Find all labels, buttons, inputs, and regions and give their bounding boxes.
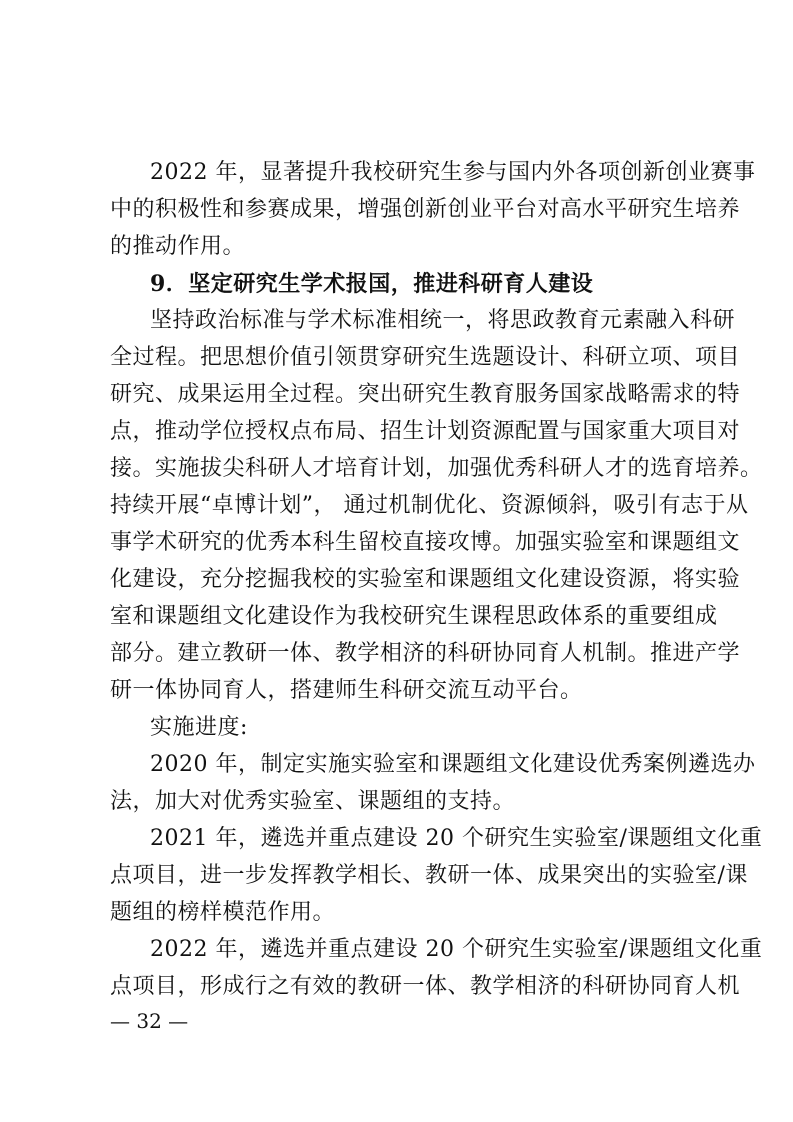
- paragraph-line: 中的积极性和参赛成果，增强创新创业平台对高水平研究生培养: [110, 197, 741, 222]
- paragraph-line: 点项目，形成行之有效的教研一体、教学相济的科研协同育人机: [110, 974, 741, 999]
- progress-label: 实施进度:: [150, 715, 248, 740]
- paragraph-line: 化建设，充分挖掘我校的实验室和课题组文化建设资源，将实验: [110, 567, 741, 592]
- paragraph-line: 法，加大对优秀实验室、课题组的支持。: [110, 789, 516, 814]
- paragraph-line: 研一体协同育人，搭建师生科研交流互动平台。: [110, 678, 583, 703]
- paragraph-line: 2020 年，制定实施实验室和课题组文化建设优秀案例遴选办: [150, 752, 756, 777]
- paragraph-line: 的推动作用。: [110, 234, 246, 259]
- paragraph-line: 2022 年，显著提升我校研究生参与国内外各项创新创业赛事: [150, 160, 756, 185]
- paragraph-line: 持续开展“卓博计划”， 通过机制优化、资源倾斜，吸引有志于从: [110, 493, 749, 518]
- paragraph-line: 部分。建立教研一体、教学相济的科研协同育人机制。推进产学: [110, 641, 741, 666]
- paragraph-line: 点，推动学位授权点布局、招生计划资源配置与国家重大项目对: [110, 419, 741, 444]
- paragraph-line: 研究、成果运用全过程。突出研究生教育服务国家战略需求的特: [110, 382, 741, 407]
- paragraph-line: 题组的榜样模范作用。: [110, 900, 336, 925]
- paragraph-line: 点项目，进一步发挥教学相长、教研一体、成果突出的实验室/课: [110, 863, 748, 888]
- paragraph-line: 全过程。把思想价值引领贯穿研究生选题设计、科研立项、项目: [110, 345, 741, 370]
- paragraph-line: 事学术研究的优秀本科生留校直接攻博。加强实验室和课题组文: [110, 530, 741, 555]
- paragraph-line: 2021 年，遴选并重点建设 20 个研究生实验室/课题组文化重: [150, 826, 763, 851]
- page-number: — 32 —: [110, 1009, 189, 1033]
- paragraph-line: 坚持政治标准与学术标准相统一，将思政教育元素融入科研: [150, 308, 736, 333]
- section-heading: 9．坚定研究生学术报国，推进科研育人建设: [150, 271, 594, 297]
- paragraph-line: 室和课题组文化建设作为我校研究生课程思政体系的重要组成: [110, 604, 718, 629]
- paragraph-line: 2022 年，遴选并重点建设 20 个研究生实验室/课题组文化重: [150, 937, 763, 962]
- paragraph-line: 接。实施拔尖科研人才培育计划，加强优秀科研人才的选育培养。: [110, 456, 763, 481]
